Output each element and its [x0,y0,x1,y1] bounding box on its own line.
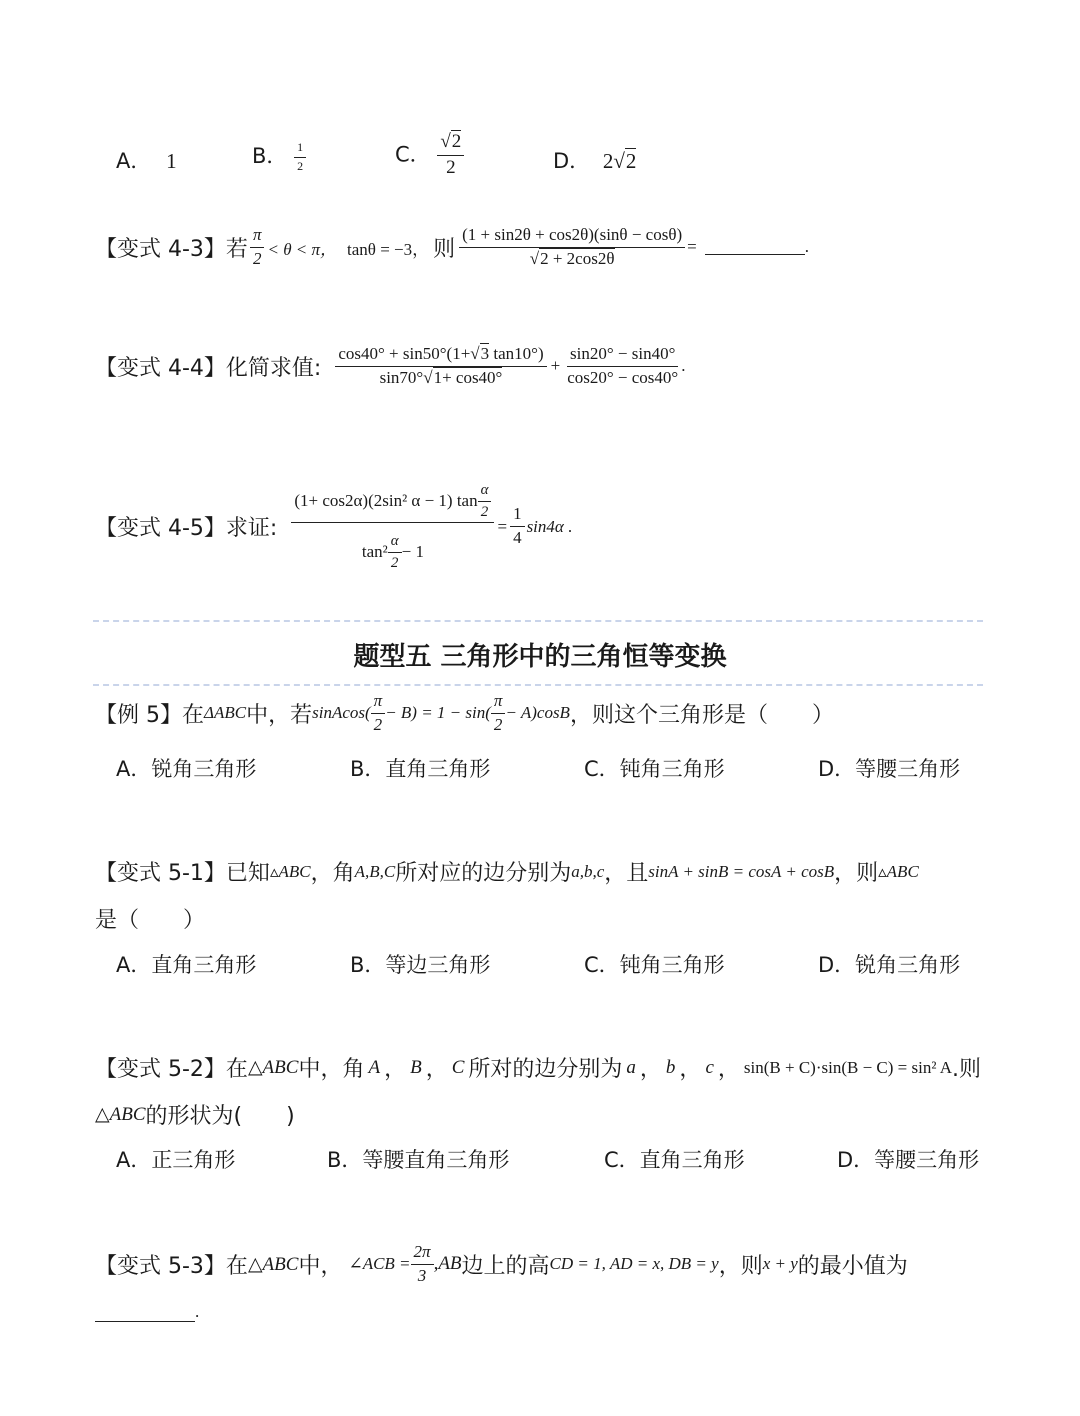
fraction: $\frac{\cos 40^\circ + \sin 50^\circ(1+√3 \tan 10^\circ)}{\sin 70^\circ√1+ \cos 40^\circ}$ [335,345,546,387]
v52-option-a[interactable]: A．正三角形 [116,1148,236,1172]
fraction: $\frac{1}{2}$ [294,141,306,172]
question-label: 【变式 4-4】化简求值: [95,355,322,381]
v52-option-d[interactable]: D．等腰三角形 [837,1148,980,1172]
fraction: $\frac{1}{4}$ [510,505,525,547]
v52-option-c[interactable]: C．直角三角形 [604,1148,745,1172]
fraction: $\frac{(1 + \sin 2\theta + \cos 2\theta)(\sin\theta - \cos\theta)}{√2 + 2\cos 2\theta}$ [459,226,685,268]
question-label: 【变式 5-1】已知 [95,861,270,886]
fraction: $\frac{√2}{2}$ [437,132,464,179]
v51-option-d[interactable]: D．锐角三角形 [818,953,961,977]
option-d: D． 2√2 [553,149,637,173]
fraction: $\frac{2\pi}{3}$ [411,1243,434,1285]
question-4-5: 【变式 4-5】求证: (1+ cos2α)(2sin² α − 1) tan $\frac{\alpha}{2}$ tan² $\frac{\alpha}{2}$ − 1 = $\frac{1}{4}$ sin4α . [95,482,573,571]
question-label: 【例 5】在 [95,702,204,728]
question-label: 【变式 5-3】在 [95,1253,248,1279]
answer-blank[interactable] [705,240,805,255]
ex5-option-b[interactable]: B．直角三角形 [350,757,491,781]
v52-option-b[interactable]: B．等腰直角三角形 [327,1148,510,1172]
v51-option-a[interactable]: A．直角三角形 [116,953,257,977]
ex5-option-a[interactable]: A．锐角三角形 [116,757,257,781]
fraction: (1+ cos2α)(2sin² α − 1) tan $\frac{\alpha}{2}$ tan² $\frac{\alpha}{2}$ − 1 [291,482,494,571]
question-4-3: 【变式 4-3】若 $\frac{\pi}{2}$ < θ < π， tanθ = −3， 则 $\frac{(1 + \sin 2\theta + \cos 2\theta)(\sin\theta - \cos\theta)}{√2 + 2\cos 2\theta}$ = . [95,225,809,268]
answer-blank[interactable] [95,1307,195,1322]
question-label: 【变式 4-5】求证: [95,516,278,541]
ex5-option-c[interactable]: C．钝角三角形 [584,757,725,781]
question-4-4: 【变式 4-4】化简求值: $\frac{\cos 40^\circ + \sin 50^\circ(1+√3 \tan 10^\circ)}{\sin 70^\circ√1+ \cos 40^\circ}$ + $\frac{\sin 20^\circ - \sin 40^\circ}{\cos 20^\circ - \cos 40^\circ}$ . [95,344,686,387]
option-c: C． $\frac{√2}{2}$ [395,132,464,179]
question-5-3: 【变式 5-3】在 △ABC 中， ∠ACB = $\frac{2\pi}{3}$ ,AB 边上的高 CD = 1, AD = x, DB = y ，则 x + y 的最小值为 [95,1242,908,1285]
option-a: A． 1 [116,149,177,173]
question-5-1-line2: 是（ ） [95,908,206,933]
v51-option-c[interactable]: C．钝角三角形 [584,953,725,977]
fraction: $\frac{\pi}{2}$ [491,692,506,734]
question-5-1: 【变式 5-1】已知 ▵ABC ，角 A,B,C 所对应的边分别为 a,b,c ，且 sinA + sinB = cosA + cosB ，则 ▵ABC [95,856,919,887]
fraction: $\frac{\sin 20^\circ - \sin 40^\circ}{\cos 20^\circ - \cos 40^\circ}$ [567,344,679,387]
question-label: 【变式 4-3】若 [95,236,248,262]
fraction: $\frac{\pi}{2}$ [250,226,265,268]
question-5-3-line2: . [95,1302,199,1322]
question-5-2-line2: △ABC 的形状为( ) [95,1104,295,1129]
question-5-2: 【变式 5-2】在 △ABC 中，角 A ， B ， C 所对的边分别为 a ， b ， c ， sin(B + C)·sin(B − C) = sin² A .则 [95,1052,981,1083]
divider-bottom [93,684,983,686]
section-title: 题型五 三角形中的三角恒等变换 [353,642,727,672]
fraction: $\frac{\pi}{2}$ [371,692,386,734]
option-b: B． $\frac{1}{2}$ [252,140,306,173]
question-label: 【变式 5-2】在 [95,1057,248,1082]
divider-top [93,620,983,622]
example-5: 【例 5】在 ΔABC 中，若 sinAcos( $\frac{\pi}{2}$ − B) = 1 − sin( $\frac{\pi}{2}$ − A)cosB ，则这个三角形是（ ） [95,691,834,734]
v51-option-b[interactable]: B．等边三角形 [350,953,491,977]
ex5-option-d[interactable]: D．等腰三角形 [818,757,961,781]
